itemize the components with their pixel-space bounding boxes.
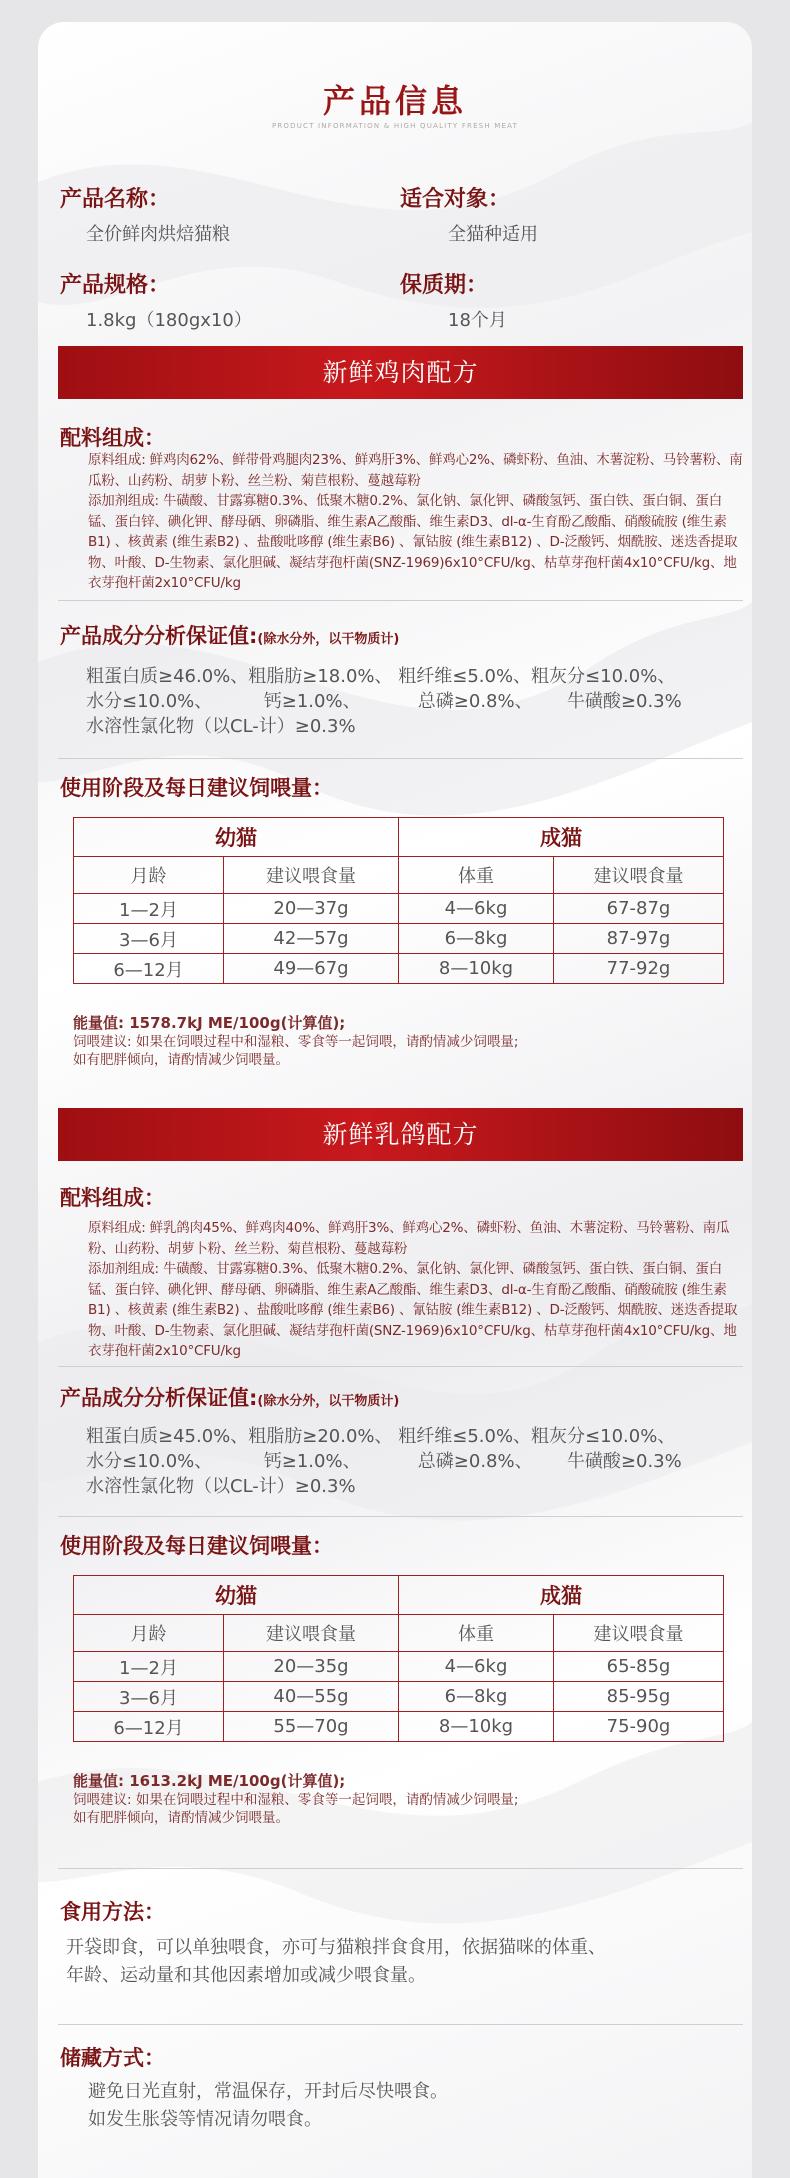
shelf-life-value: 18个月 — [448, 310, 507, 331]
table-cell: 55—70g — [224, 1712, 399, 1742]
table-cell: 6—8kg — [399, 924, 554, 954]
feeding-notes — [73, 1772, 733, 1828]
additives-text: 添加剂组成: 牛磺酸、甘露寡糖0.3%、低聚木糖0.2%、氯化钠、氯化钾、磷酸氢钙、蛋白铁、蛋白铜、蛋白锰、蛋白锌、碘化钾、酵母硒、卵磷脂、维生素A乙酸酯、维生素D3、dl-α-生育酚乙酸酯、硝酸硫胺 (维生素B1) 、核黄素 (维生素B2) 、盐酸吡哆醇 (维生素B6) 、氰钴胺 (维生素B12) 、D-泛酸钙、烟酰胺、迷迭香提取物、叶酸、D-生物素、氯化胆碱、凝结芽孢杆菌(SNZ-1969)6x10°CFU/kg、枯草芽孢杆菌4x10°CFU/kg、地衣芽孢杆菌2x10°CFU/kg — [88, 1261, 738, 1359]
analysis-line: 粗蛋白质≥45.0%、粗脂肪≥20.0%、 粗纤维≤5.0%、粗灰分≤10.0%、 — [86, 1426, 676, 1447]
shelf-life-label: 保质期： — [400, 273, 489, 298]
adult-header: 成猫 — [399, 1576, 724, 1615]
analysis-line: 水分≤10.0%、 钙≥1.0%、 总磷≥0.8%、 牛磺酸≥0.3% — [86, 691, 682, 712]
energy-value: 能量值: 1578.7kJ ME/100g(计算值); — [73, 1014, 346, 1032]
spec-value: 1.8kg（180gx10） — [86, 310, 252, 331]
table-cell: 4—6kg — [399, 1652, 554, 1682]
table-cell: 75-90g — [554, 1712, 724, 1742]
analysis-line: 粗蛋白质≥46.0%、粗脂肪≥18.0%、 粗纤维≤5.0%、粗灰分≤10.0%、 — [86, 666, 676, 687]
table-cell: 67-87g — [554, 894, 724, 924]
table-cell: 3—6月 — [74, 924, 224, 954]
table-cell: 8—10kg — [399, 954, 554, 984]
product-name-label: 产品名称： — [60, 187, 171, 212]
target-label: 适合对象： — [400, 187, 511, 212]
usage-line: 年龄、运动量和其他因素增加或减少喂食量。 — [66, 1965, 426, 1986]
analysis-title-text: 产品成分分析保证值: — [60, 1386, 258, 1410]
table-cell: 49—67g — [224, 954, 399, 984]
table-row — [74, 954, 724, 984]
divider — [58, 1868, 743, 1869]
table-cell: 20—35g — [224, 1652, 399, 1682]
formula-banner-chicken: 新鲜鸡肉配方 — [58, 346, 743, 399]
analysis-note: (除水分外，以干物质计) — [257, 1394, 400, 1409]
table-row — [74, 1712, 724, 1742]
analysis-line: 水溶性氯化物（以CL-计）≥0.3% — [86, 1476, 356, 1497]
col-age: 月龄 — [74, 857, 224, 894]
divider — [58, 600, 743, 601]
adult-header: 成猫 — [399, 818, 724, 857]
table-row — [74, 1682, 724, 1712]
col-amount: 建议喂食量 — [554, 857, 724, 894]
divider — [58, 1366, 743, 1367]
table-cell: 40—55g — [224, 1682, 399, 1712]
kitten-header: 幼猫 — [74, 1576, 399, 1615]
analysis-line: 水分≤10.0%、 钙≥1.0%、 总磷≥0.8%、 牛磺酸≥0.3% — [86, 1451, 682, 1472]
table-cell: 6—12月 — [74, 1712, 224, 1742]
feeding-title: 使用阶段及每日建议饲喂量： — [60, 776, 333, 800]
ingredients-text: 原料组成: 鲜鸡肉62%、鲜带骨鸡腿肉23%、鲜鸡肝3%、鲜鸡心2%、磷虾粉、鱼油、木薯淀粉、马铃薯粉、南瓜粉、山药粉、胡萝卜粉、丝兰粉、菊苣根粉、蔓越莓粉 — [88, 452, 743, 489]
table-cell: 20—37g — [224, 894, 399, 924]
analysis-note: (除水分外，以干物质计) — [257, 632, 400, 647]
table-cell: 1—2月 — [74, 894, 224, 924]
ingredients-text: 原料组成: 鲜乳鸽肉45%、鲜鸡肉40%、鲜鸡肝3%、鲜鸡心2%、磷虾粉、鱼油、木薯淀粉、马铃薯粉、南瓜粉、山药粉、胡萝卜粉、丝兰粉、菊苣根粉、蔓越莓粉 — [88, 1220, 730, 1257]
ingredients-title: 配料组成： — [60, 1186, 165, 1210]
table-cell: 3—6月 — [74, 1682, 224, 1712]
page-title: 产品信息 — [322, 82, 467, 120]
table-cell: 8—10kg — [399, 1712, 554, 1742]
feeding-table — [73, 817, 724, 984]
analysis-line: 水溶性氯化物（以CL-计）≥0.3% — [86, 716, 356, 737]
divider — [58, 758, 743, 759]
usage-line: 开袋即食，可以单独喂食，亦可与猫粮拌食食用，依据猫咪的体重、 — [66, 1937, 606, 1958]
col-weight: 体重 — [399, 857, 554, 894]
divider — [58, 2024, 743, 2025]
feeding-advice: 饲喂建议: 如果在饲喂过程中和湿粮、零食等一起饲喂，请酌情减少饲喂量; — [73, 1791, 519, 1808]
feeding-advice: 如有肥胖倾向，请酌情减少饲喂量。 — [73, 1810, 289, 1826]
product-info-card — [38, 22, 752, 2178]
col-age: 月龄 — [74, 1615, 224, 1652]
table-cell: 65-85g — [554, 1652, 724, 1682]
analysis-title — [60, 620, 399, 650]
storage-line: 避免日光直射，常温保存，开封后尽快喂食。 — [88, 2081, 448, 2102]
table-row — [74, 894, 724, 924]
energy-value: 能量值: 1613.2kJ ME/100g(计算值); — [73, 1772, 346, 1790]
feeding-notes — [73, 1014, 733, 1070]
storage-line: 如发生胀袋等情况请勿喂食。 — [88, 2109, 322, 2130]
feeding-table — [73, 1575, 724, 1742]
table-cell: 77-92g — [554, 954, 724, 984]
kitten-header: 幼猫 — [74, 818, 399, 857]
spec-label: 产品规格： — [60, 273, 171, 298]
analysis-title-text: 产品成分分析保证值: — [60, 624, 258, 648]
table-cell: 42—57g — [224, 924, 399, 954]
usage-title: 食用方法： — [60, 1900, 165, 1924]
table-cell: 4—6kg — [399, 894, 554, 924]
page-subtitle: PRODUCT INFORMATION & HIGH QUALITY FRESH MEAT — [271, 122, 519, 130]
feeding-advice: 如有肥胖倾向，请酌情减少饲喂量。 — [73, 1052, 289, 1068]
usage-text — [66, 1934, 736, 1990]
additives-text: 添加剂组成: 牛磺酸、甘露寡糖0.3%、低聚木糖0.2%、氯化钠、氯化钾、磷酸氢钙、蛋白铁、蛋白铜、蛋白锰、蛋白锌、碘化钾、酵母硒、卵磷脂、维生素A乙酸酯、维生素D3、dl-α-生育酚乙酸酯、硝酸硫胺 (维生素B1) 、核黄素 (维生素B2) 、盐酸吡哆醇 (维生素B6) 、氰钴胺 (维生素B12) 、D-泛酸钙、烟酰胺、迷迭香提取物、叶酸、D-生物素、氯化胆碱、凝结芽孢杆菌(SNZ-1969)6x10°CFU/kg、枯草芽孢杆菌4x10°CFU/kg、地衣芽孢杆菌2x10°CFU/kg — [88, 493, 738, 591]
col-amount: 建议喂食量 — [224, 1615, 399, 1652]
ingredients-title: 配料组成： — [60, 426, 165, 450]
table-cell: 6—8kg — [399, 1682, 554, 1712]
formula-banner-pigeon: 新鲜乳鸽配方 — [58, 1108, 743, 1161]
storage-title: 储藏方式： — [60, 2046, 165, 2070]
analysis-title — [60, 1382, 399, 1412]
divider — [58, 1516, 743, 1517]
table-cell: 85-95g — [554, 1682, 724, 1712]
col-amount: 建议喂食量 — [224, 857, 399, 894]
table-cell: 1—2月 — [74, 1652, 224, 1682]
product-name-value: 全价鲜肉烘焙猫粮 — [86, 224, 230, 245]
col-weight: 体重 — [399, 1615, 554, 1652]
table-row — [74, 924, 724, 954]
table-cell: 6—12月 — [74, 954, 224, 984]
target-value: 全猫种适用 — [448, 224, 538, 245]
feeding-title: 使用阶段及每日建议饲喂量： — [60, 1534, 333, 1558]
storage-text — [88, 2078, 728, 2134]
table-cell: 87-97g — [554, 924, 724, 954]
col-amount: 建议喂食量 — [554, 1615, 724, 1652]
table-row — [74, 1652, 724, 1682]
feeding-advice: 饲喂建议: 如果在饲喂过程中和湿粮、零食等一起饲喂，请酌情减少饲喂量; — [73, 1033, 519, 1050]
